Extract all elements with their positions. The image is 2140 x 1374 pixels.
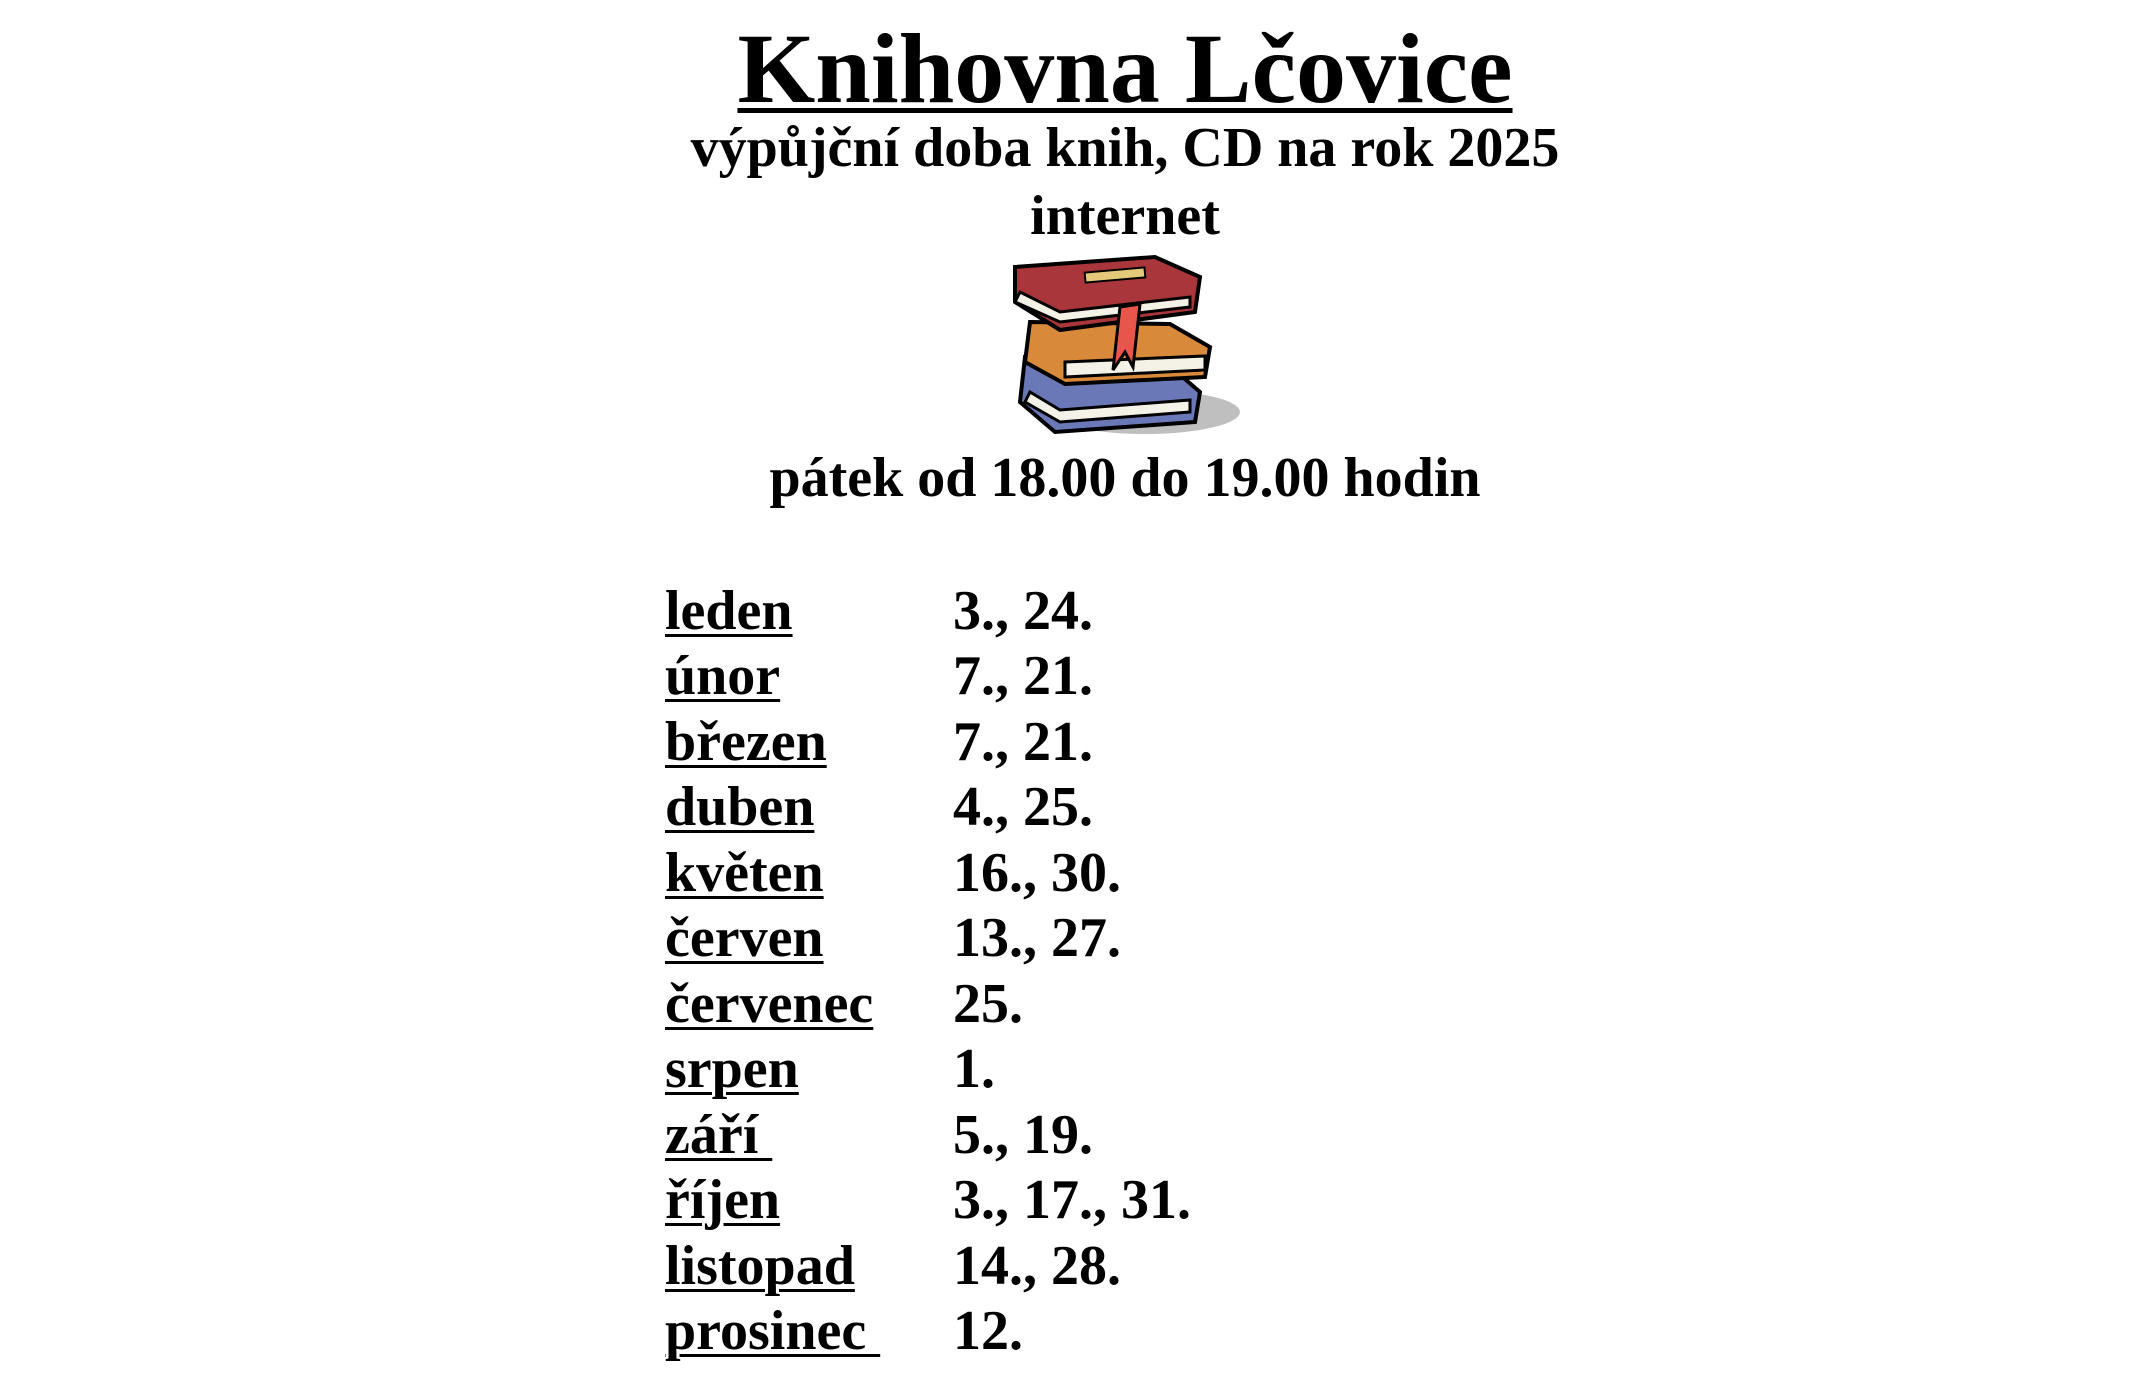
opening-hours: pátek od 18.00 do 19.00 hodin xyxy=(769,447,1481,509)
month-dates: 4., 25. xyxy=(953,776,1093,839)
month-label: říjen xyxy=(665,1169,781,1232)
schedule-row xyxy=(665,840,1365,906)
month-label: červenec xyxy=(665,972,874,1035)
month-dates: 25. xyxy=(953,972,1023,1035)
page-title: Knihovna Lčovice xyxy=(737,13,1513,124)
month-dates: 7., 21. xyxy=(953,710,1093,773)
month-label: září xyxy=(665,1103,773,1166)
schedule-row xyxy=(665,906,1365,972)
month-dates: 1. xyxy=(953,1038,995,1101)
stack-of-books-icon xyxy=(1005,252,1245,442)
schedule-row xyxy=(665,1233,1365,1299)
month-dates: 7., 21. xyxy=(953,645,1093,708)
month-label: únor xyxy=(665,645,781,708)
page-subtitle: výpůjční doba knih, CD na rok 2025 xyxy=(690,117,1560,179)
month-label: leden xyxy=(665,579,793,642)
schedule-row xyxy=(665,1102,1365,1168)
month-label: květen xyxy=(665,841,824,904)
schedule-row xyxy=(665,1299,1365,1365)
month-dates: 12. xyxy=(953,1300,1023,1363)
month-label: červen xyxy=(665,907,824,970)
month-label: srpen xyxy=(665,1038,799,1101)
month-dates: 16., 30. xyxy=(953,841,1121,904)
month-dates: 14., 28. xyxy=(953,1234,1121,1297)
schedule-row xyxy=(665,644,1365,710)
month-label: prosinec xyxy=(665,1300,881,1363)
month-label: březen xyxy=(665,710,827,773)
month-dates: 5., 19. xyxy=(953,1103,1093,1166)
page-subtitle-internet: internet xyxy=(1030,185,1220,247)
month-dates: 3., 17., 31. xyxy=(953,1169,1191,1232)
month-dates: 3., 24. xyxy=(953,579,1093,642)
month-dates: 13., 27. xyxy=(953,907,1121,970)
schedule-row xyxy=(665,578,1365,644)
schedule-list xyxy=(665,578,1365,1364)
schedule-row xyxy=(665,709,1365,775)
schedule-row xyxy=(665,971,1365,1037)
month-label: listopad xyxy=(665,1234,855,1297)
schedule-row xyxy=(665,1037,1365,1103)
schedule-row xyxy=(665,775,1365,841)
schedule-row xyxy=(665,1168,1365,1234)
month-label: duben xyxy=(665,776,815,839)
